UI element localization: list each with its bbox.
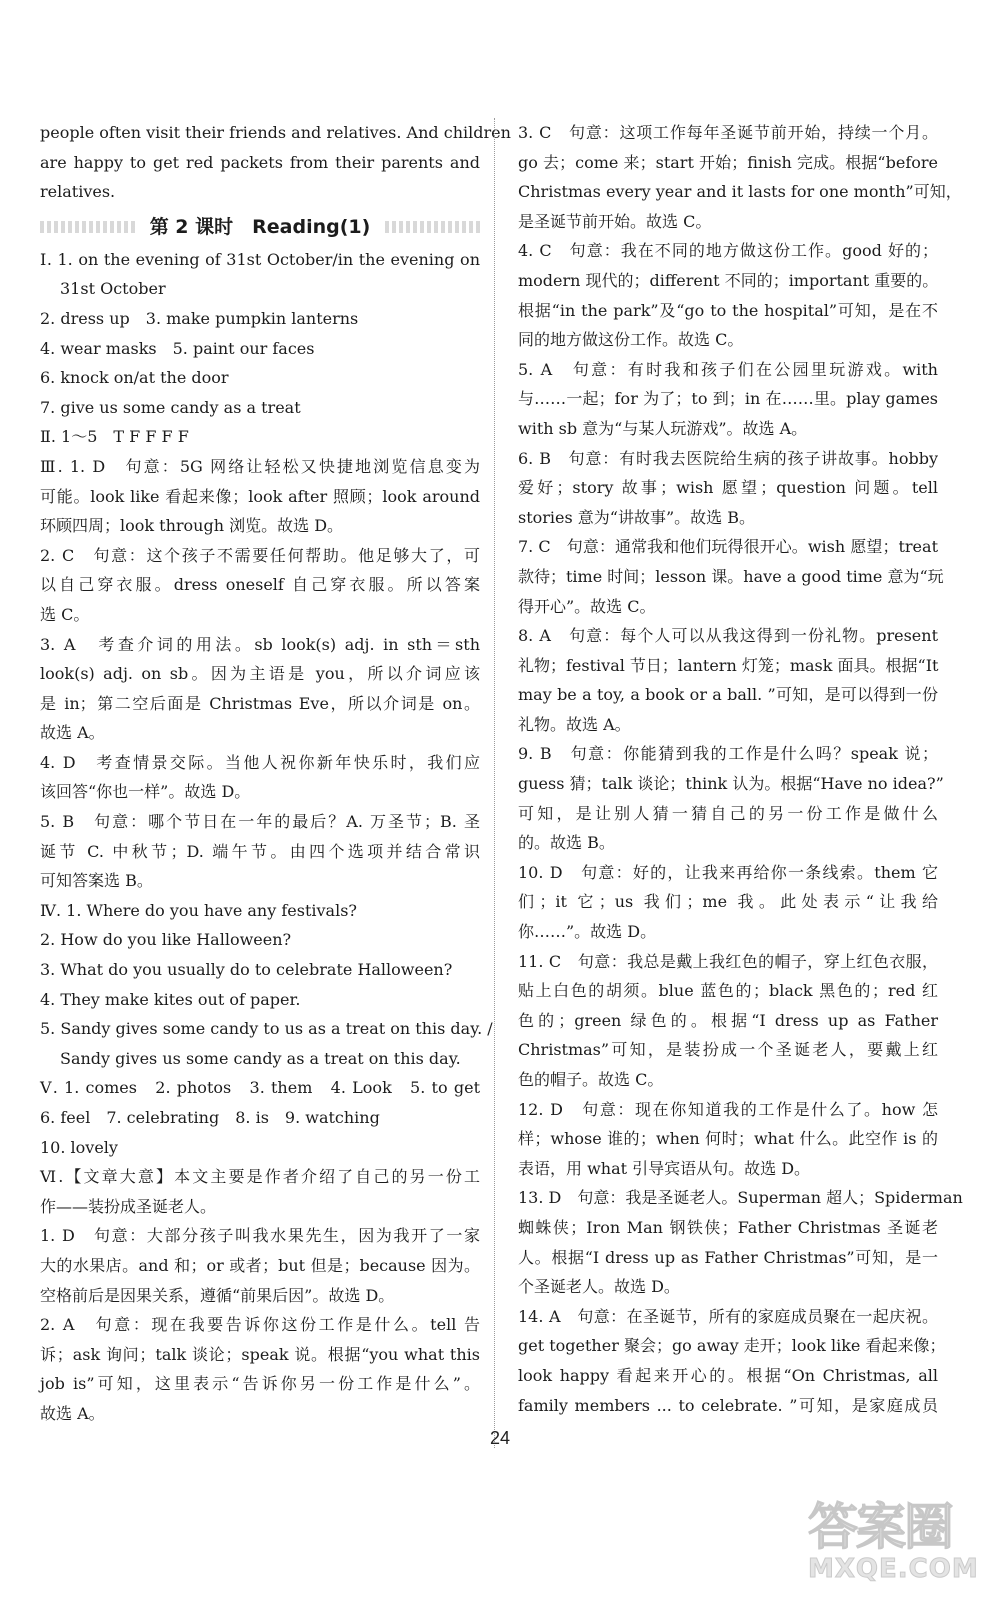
text-line: 11. C 句意：我总是戴上我红色的帽子，穿上红色衣服， — [518, 951, 938, 971]
watermark-mark: 答案圈 — [808, 1498, 952, 1556]
text-line: 8. A 句意：每个人可以从我这得到一份礼物。present — [518, 626, 938, 646]
text-line: 是圣诞节前开始。故选 C。 — [518, 211, 712, 231]
text-line: look happy 看起来开心的。根据“On Christmas, all — [518, 1365, 938, 1385]
text-line: 你……”。故选 D。 — [518, 922, 657, 942]
text-line: Ⅰ. 1. on the evening of 31st October/in the evening on — [40, 249, 480, 269]
text-line: Christmas every year and it lasts for one month”可知， — [518, 182, 962, 202]
text-line: 5. A 句意：有时我和孩子们在公园里玩游戏。with — [518, 359, 938, 379]
text-line: 大的水果店。and 和；or 或者；but 但是；because 因为。 — [40, 1255, 480, 1275]
text-line: 该回答“你也一样”。故选 D。 — [40, 782, 251, 802]
text-line: job is”可知，这里表示“告诉你另一份工作是什么”。 — [40, 1374, 480, 1394]
text-line: 4. They make kites out of paper. — [40, 989, 301, 1009]
text-line: 2. C 句意：这个孩子不需要任何帮助。他足够大了，可 — [40, 545, 480, 565]
text-line: 10. lovely — [40, 1137, 118, 1157]
text-line: 根据“in the park”及“go to the hospital”可知，是在不 — [518, 300, 938, 320]
watermark-site: MXQE.COM — [808, 1554, 979, 1584]
text-line: 2. A 句意：现在我要告诉你这份工作是什么。tell 告 — [40, 1315, 480, 1335]
text-line: 5. B 句意：哪个节日在一年的最后？A. 万圣节；B. 圣 — [40, 812, 480, 832]
text-line: 7. give us some candy as a treat — [40, 397, 301, 417]
text-line: 蜘蛛侠；Iron Man 钢铁侠；Father Christmas 圣诞老 — [518, 1217, 938, 1237]
text-line: stories 意为“讲故事”。故选 B。 — [518, 507, 756, 527]
text-line: 贴上白色的胡须。blue 蓝色的；black 黑色的；red 红 — [518, 981, 938, 1001]
text-line: 表语，用 what 引导宾语从句。故选 D。 — [518, 1158, 811, 1178]
text-line: 可知，是让别人猜一猜自己的另一份工作是做什么 — [518, 803, 938, 823]
text-line: family members ... to celebrate. ”可知，是家庭成员 — [518, 1395, 938, 1415]
text-line: look(s) adj. on sb。因为主语是 you，所以介词应该 — [40, 664, 480, 684]
page-number: 24 — [489, 1428, 511, 1448]
text-line: may be a toy, a book or a ball. ”可知，是可以得到一份 — [518, 685, 938, 705]
text-line: 14. A 句意：在圣诞节，所有的家庭成员聚在一起庆祝。 — [518, 1306, 938, 1326]
text-line: 2. How do you like Halloween? — [40, 930, 292, 950]
text-line: 5. Sandy gives some candy to us as a treat on this day. / — [40, 1019, 493, 1039]
text-line: Christmas”可知，是装扮成一个圣诞老人，要戴上红 — [518, 1040, 938, 1060]
text-line: with sb 意为“与某人玩游戏”。故选 A。 — [518, 418, 808, 438]
text-line: Ⅲ. 1. D 句意：5G 网络让轻松又快捷地浏览信息变为 — [40, 456, 480, 476]
text-line: 可能。look like 看起来像；look after 照顾；look around — [40, 486, 480, 506]
text-line: 诞节 C. 中秋节；D. 端午节。由四个选项并结合常识 — [40, 841, 480, 861]
text-line: 的。故选 B。 — [518, 833, 615, 853]
title-decoration-left — [40, 221, 135, 233]
text-line: 故选 A。 — [40, 723, 105, 743]
text-line: people often visit their friends and relatives. And children — [40, 123, 511, 142]
text-line: Ⅴ. 1. comes 2. photos 3. them 4. Look 5. to get — [40, 1078, 480, 1098]
lesson-title-text: 第 2 课时 Reading(1) — [144, 216, 377, 238]
text-line: go 去；come 来；start 开始；finish 完成。根据“before — [518, 152, 938, 172]
text-line: are happy to get red packets from their parents and — [40, 152, 480, 172]
text-line: 3. What do you usually do to celebrate Halloween? — [40, 960, 453, 980]
text-line: 爱好；story 故事；wish 愿望；question 问题。tell — [518, 478, 938, 498]
text-line: 9. B 句意：你能猜到我的工作是什么吗？speak 说； — [518, 744, 938, 764]
text-line: 作——装扮成圣诞老人。 — [40, 1196, 217, 1216]
text-line: 诉；ask 询问；talk 谈论；speak 说。根据“you what this — [40, 1344, 480, 1364]
text-line: 礼物；festival 节日；lantern 灯笼；mask 面具。根据“It — [518, 655, 939, 675]
text-line: 4. C 句意：我在不同的地方做这份工作。good 好的； — [518, 241, 938, 261]
text-line: 可知答案选 B。 — [40, 871, 153, 891]
text-line: 个圣诞老人。故选 D。 — [518, 1277, 680, 1297]
text-line: 色的帽子。故选 C。 — [518, 1070, 664, 1089]
text-line: Ⅱ. 1～5 T F F F F — [40, 427, 189, 447]
right-column — [518, 118, 963, 1420]
text-line: Ⅳ. 1. Where do you have any festivals? — [40, 900, 357, 920]
text-line: 7. C 句意：通常我和他们玩得很开心。wish 愿望；treat — [518, 537, 938, 557]
text-line: 6. B 句意：有时我去医院给生病的孩子讲故事。hobby — [518, 448, 938, 468]
text-line: 12. D 句意：现在你知道我的工作是什么了。how 怎 — [518, 1099, 938, 1119]
watermark-logo — [808, 1500, 986, 1594]
text-line: modern 现代的；different 不同的；important 重要的。 — [518, 270, 939, 290]
text-line: 选 C。 — [40, 604, 90, 624]
text-line: 同的地方做这份工作。故选 C。 — [518, 330, 744, 350]
text-line: 以自己穿衣服。dress oneself 自己穿衣服。所以答案 — [40, 575, 480, 595]
text-line: 空格前后是因果关系，遵循“前果后因”。故选 D。 — [40, 1285, 395, 1305]
text-line: guess 猜；talk 谈论；think 认为。根据“Have no idea?” — [518, 774, 944, 794]
text-line: 6. feel 7. celebrating 8. is 9. watching — [40, 1108, 380, 1127]
text-line: 6. knock on/at the door — [40, 368, 229, 388]
text-line: 4. D 考查情景交际。当他人祝你新年快乐时，我们应 — [40, 752, 480, 772]
left-column — [40, 118, 511, 1429]
text-line: 3. A 考查介词的用法。sb look(s) adj. in sth＝sth — [40, 634, 480, 654]
lesson-title — [40, 211, 480, 243]
text-line: 样；whose 谁的；when 何时；what 什么。此空作 is 的 — [518, 1129, 938, 1149]
text-line: Ⅵ.【文章大意】本文主要是作者介绍了自己的另一份工 — [40, 1167, 480, 1187]
text-line: 4. wear masks 5. paint our faces — [40, 338, 315, 358]
text-line: 故选 A。 — [40, 1403, 105, 1423]
text-line: 2. dress up 3. make pumpkin lanterns — [40, 308, 359, 328]
text-line: 是 in；第二空后面是 Christmas Eve，所以介词是 on。 — [40, 693, 480, 713]
text-line: 色的；green 绿色的。根据“I dress up as Father — [518, 1010, 938, 1030]
text-line: 1. D 句意：大部分孩子叫我水果先生，因为我开了一家 — [40, 1226, 480, 1246]
text-line: get together 聚会；go away 走开；look like 看起来像； — [518, 1336, 946, 1356]
text-line: Sandy gives us some candy as a treat on this day. — [60, 1048, 461, 1068]
text-line: 10. D 句意：好的，让我来再给你一条线索。them 它 — [518, 862, 938, 882]
text-line: relatives. — [40, 182, 116, 202]
text-line: 礼物。故选 A。 — [518, 714, 631, 734]
text-line: 环顾四周；look through 浏览。故选 D。 — [40, 516, 344, 536]
text-line: 得开心”。故选 C。 — [518, 596, 656, 616]
text-line: 人。根据“I dress up as Father Christmas”可知，是一 — [518, 1247, 938, 1267]
title-decoration-right — [385, 221, 480, 233]
text-line: 31st October — [60, 279, 166, 299]
text-line: 与……一起；for 为了；to 到；in 在……里。play games — [518, 389, 938, 409]
text-line: 们；it 它；us 我们；me 我。此处表示“让我给 — [518, 892, 938, 912]
text-line: 款待；time 时间；lesson 课。have a good time 意为“玩 — [518, 566, 944, 586]
text-line: 3. C 句意：这项工作每年圣诞节前开始，持续一个月。 — [518, 123, 938, 142]
text-line: 13. D 句意：我是圣诞老人。Superman 超人；Spiderman — [518, 1188, 963, 1208]
column-divider — [494, 118, 495, 1448]
